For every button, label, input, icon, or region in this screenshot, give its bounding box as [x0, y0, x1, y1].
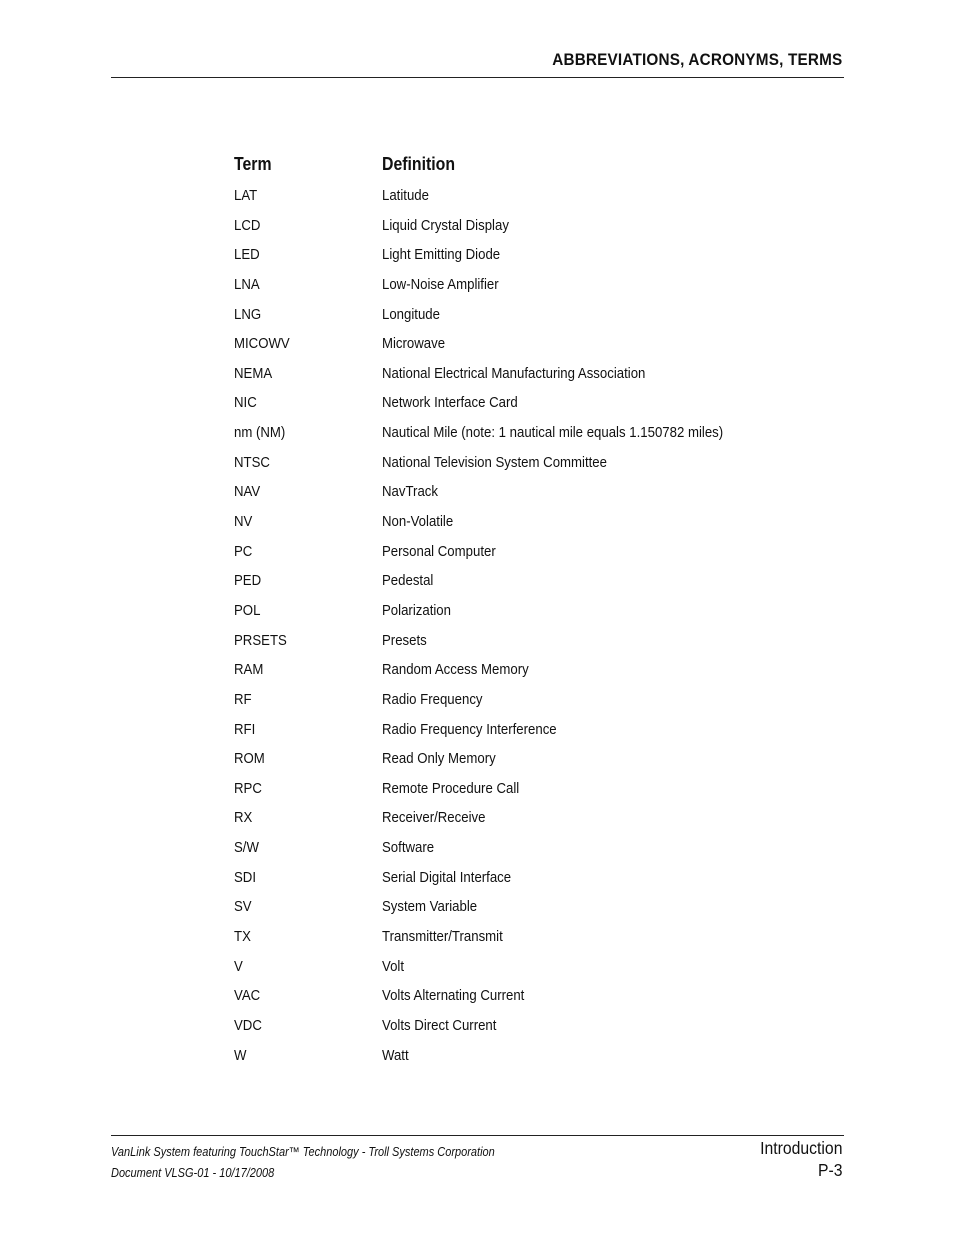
table-row [234, 627, 834, 657]
definition-cell: System Variable [382, 898, 478, 916]
term-cell: LNA [234, 275, 260, 293]
definition-cell: Longitude [382, 305, 440, 323]
definition-cell: National Television System Committee [382, 453, 607, 471]
definition-cell: Volts Direct Current [382, 1016, 497, 1034]
term-cell: VDC [234, 1016, 262, 1034]
definition-cell: Non-Volatile [382, 513, 454, 531]
definition-column-header: Definition [382, 154, 456, 174]
footer-divider [111, 1135, 844, 1136]
table-row [234, 982, 834, 1012]
term-cell: RPC [234, 779, 262, 797]
table-row [234, 597, 834, 627]
definition-cell: Receiver/Receive [382, 809, 486, 827]
term-cell: NEMA [234, 364, 273, 382]
definition-cell: Volt [382, 957, 405, 975]
table-row [234, 508, 834, 538]
definition-cell: Volts Alternating Current [382, 987, 525, 1005]
table-row [234, 686, 834, 716]
term-cell: RAM [234, 661, 264, 679]
footer-document-info [111, 1142, 495, 1184]
table-row [234, 360, 834, 390]
term-cell: NIC [234, 394, 257, 412]
definition-cell: Software [382, 839, 435, 857]
terms-table [234, 154, 834, 1071]
table-row [234, 241, 834, 271]
term-cell: RFI [234, 720, 256, 738]
table-row [234, 775, 834, 805]
term-cell: LED [234, 246, 260, 264]
table-row [234, 389, 834, 419]
definition-cell: Random Access Memory [382, 661, 529, 679]
definition-cell: Microwave [382, 335, 446, 353]
definition-cell: NavTrack [382, 483, 438, 501]
term-cell: S/W [234, 839, 259, 857]
table-row [234, 893, 834, 923]
term-cell: PC [234, 542, 253, 560]
definition-cell: Presets [382, 631, 427, 649]
definition-cell: Pedestal [382, 572, 434, 590]
term-cell: PRSETS [234, 631, 287, 649]
table-row [234, 804, 834, 834]
table-row [234, 449, 834, 479]
term-cell: LNG [234, 305, 262, 323]
term-cell: LAT [234, 187, 258, 204]
term-cell: LCD [234, 216, 261, 234]
table-row [234, 538, 834, 568]
term-cell: V [234, 957, 243, 975]
table-row [234, 478, 834, 508]
table-row [234, 953, 834, 983]
term-cell: MICOWV [234, 335, 290, 353]
term-cell: POL [234, 601, 261, 619]
definition-cell: Light Emitting Diode [382, 246, 501, 264]
table-row [234, 567, 834, 597]
table-row [234, 656, 834, 686]
definition-cell: Remote Procedure Call [382, 779, 520, 797]
table-header [234, 154, 834, 182]
table-row [234, 1042, 834, 1072]
table-row [234, 271, 834, 301]
definition-cell: Radio Frequency [382, 690, 483, 708]
page-header-title: ABBREVIATIONS, ACRONYMS, TERMS [551, 50, 842, 69]
definition-cell: Radio Frequency Interference [382, 720, 557, 738]
definition-cell: Nautical Mile (note: 1 nautical mile equals 1.150782 miles) [382, 424, 724, 442]
definition-cell: Low-Noise Amplifier [382, 275, 499, 293]
definition-cell: National Electrical Manufacturing Association [382, 364, 646, 382]
table-row [234, 923, 834, 953]
term-cell: NAV [234, 483, 261, 501]
footer-product-line: VanLink System featuring TouchStar™ Technology - Troll Systems Corporation [111, 1145, 495, 1159]
definition-cell: Polarization [382, 601, 451, 619]
definition-cell: Personal Computer [382, 542, 496, 560]
definition-cell: Latitude [382, 187, 429, 204]
definition-cell: Network Interface Card [382, 394, 518, 412]
term-cell: RF [234, 690, 252, 708]
table-row [234, 864, 834, 894]
table-row [234, 745, 834, 775]
term-cell: NTSC [234, 453, 270, 471]
term-cell: SDI [234, 868, 257, 886]
table-row [234, 330, 834, 360]
term-cell: SV [234, 898, 252, 916]
term-cell: W [234, 1046, 247, 1064]
term-cell: RX [234, 809, 253, 827]
footer-document-line: Document VLSG-01 - 10/17/2008 [111, 1166, 275, 1180]
table-row [234, 212, 834, 242]
term-column-header: Term [234, 154, 272, 174]
definition-cell: Watt [382, 1046, 409, 1064]
table-body [234, 182, 834, 1071]
definition-cell: Serial Digital Interface [382, 868, 512, 886]
term-cell: PED [234, 572, 262, 590]
definition-cell: Liquid Crystal Display [382, 216, 509, 234]
table-row [234, 419, 834, 449]
table-row [234, 716, 834, 746]
term-cell: TX [234, 928, 251, 946]
term-cell: NV [234, 513, 253, 531]
table-row [234, 1012, 834, 1042]
definition-cell: Read Only Memory [382, 750, 496, 768]
footer-section-name: Introduction [759, 1138, 842, 1158]
table-row [234, 182, 834, 212]
term-cell: VAC [234, 987, 261, 1005]
definition-cell: Transmitter/Transmit [382, 928, 503, 946]
footer-page-number: P-3 [817, 1160, 842, 1180]
term-cell: ROM [234, 750, 265, 768]
header-divider [111, 77, 844, 78]
table-row [234, 301, 834, 331]
term-cell: nm (NM) [234, 424, 286, 442]
footer-page-info [760, 1137, 842, 1181]
table-row [234, 834, 834, 864]
